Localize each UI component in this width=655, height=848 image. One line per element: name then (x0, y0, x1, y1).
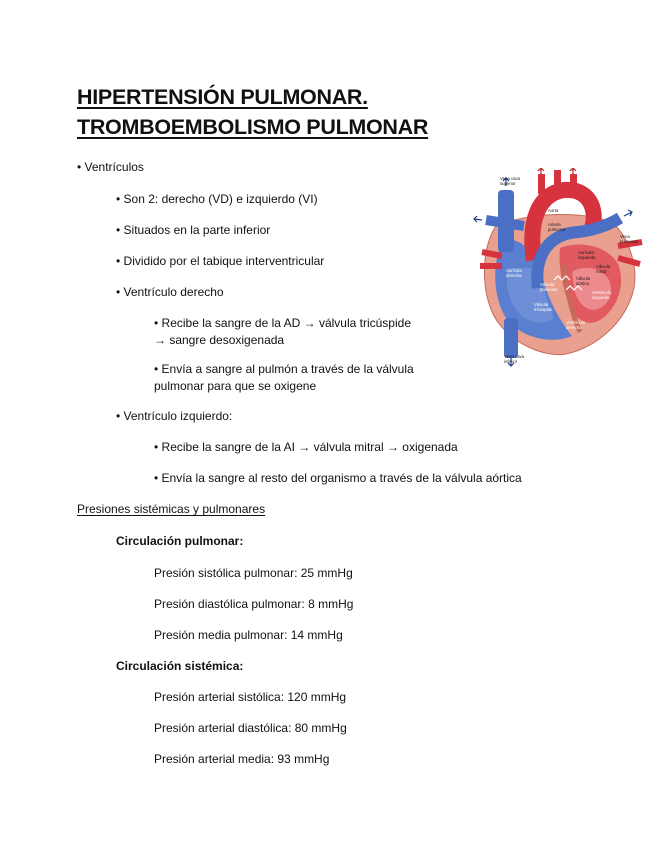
svg-text:mitral: mitral (596, 269, 607, 274)
bullet-vi-recibe: • Recibe la sangre de la AI → válvula mitral → oxigenada (154, 440, 458, 454)
svg-text:pulmonar: pulmonar (540, 287, 558, 292)
presion-arterial-diastolica: Presión arterial diastólica: 80 mmHg (154, 721, 347, 735)
bullet-ventriculo-izquierdo: • Ventrículo izquierdo: (116, 409, 233, 423)
bullet-son-2: • Son 2: derecho (VD) e izquierdo (VI) (116, 192, 318, 206)
presion-arterial-sistolica: Presión arterial sistólica: 120 mmHg (154, 690, 347, 704)
svg-text:Aorta: Aorta (548, 208, 559, 213)
svg-text:Vena: Vena (620, 234, 630, 239)
heading-circulacion-sistemica: Circulación sistémica: (116, 659, 244, 673)
svg-text:Válvula: Válvula (540, 282, 555, 287)
svg-text:Válvula: Válvula (576, 276, 591, 281)
page-title (77, 82, 428, 142)
presion-media-pulmonar: Presión media pulmonar: 14 mmHg (154, 628, 343, 642)
bullet-ventriculos: • Ventrículos (77, 160, 144, 174)
svg-text:pulmonar: pulmonar (548, 227, 566, 232)
title-line-2: TROMBOEMBOLISMO PULMONAR (77, 115, 429, 139)
presion-arterial-media: Presión arterial media: 93 mmHg (154, 752, 330, 766)
heading-circulacion-pulmonar: Circulación pulmonar: (116, 534, 244, 548)
svg-text:izquierdo: izquierdo (592, 295, 610, 300)
inferior-vena-cava (504, 318, 518, 358)
svg-text:Arteria: Arteria (548, 222, 561, 227)
svg-text:izquierda: izquierda (578, 255, 596, 260)
svg-text:pulmonar: pulmonar (620, 239, 638, 244)
svg-text:superior: superior (500, 181, 516, 186)
heart-illustration (468, 168, 644, 368)
presion-sistolica-pulmonar: Presión sistólica pulmonar: 25 mmHg (154, 566, 353, 580)
bullet-vd-recibe: • Recibe la sangre de la AD → válvula tricúspide → sangre desoxigenada (154, 316, 411, 347)
svg-text:derecha: derecha (506, 273, 522, 278)
presion-diastolica-pulmonar: Presión diastólica pulmonar: 8 mmHg (154, 597, 354, 611)
section-heading-presiones: Presiones sistémicas y pulmonares (77, 502, 266, 516)
bullet-vd-envia: • Envía a sangre al pulmón a través de la válvula pulmonar para que se oxigene (154, 362, 414, 393)
svg-text:inferior: inferior (504, 359, 518, 364)
svg-text:Ventrículo: Ventrículo (592, 290, 612, 295)
bullet-dividido: • Dividido por el tabique interventricular (116, 254, 325, 268)
svg-text:Ventrículo: Ventrículo (566, 320, 586, 325)
bullet-ventriculo-derecho: • Ventrículo derecho (116, 285, 224, 299)
svg-text:Vena cava: Vena cava (500, 176, 521, 181)
svg-text:Válvula: Válvula (596, 264, 611, 269)
svg-text:Aurícula: Aurícula (506, 268, 522, 273)
heart-diagram (468, 168, 644, 368)
svg-text:Vena cava: Vena cava (504, 354, 525, 359)
bullet-vi-envia: • Envía la sangre al resto del organismo a través de la válvula aórtica (154, 471, 522, 485)
svg-text:aórtica: aórtica (576, 281, 589, 286)
svg-text:tricúspide: tricúspide (534, 307, 553, 312)
bullet-situados: • Situados en la parte inferior (116, 223, 271, 237)
svg-text:derecho: derecho (566, 325, 582, 330)
svg-text:Válvula: Válvula (534, 302, 549, 307)
title-line-1: HIPERTENSIÓN PULMONAR. (77, 85, 368, 109)
svg-text:Aurícula: Aurícula (578, 250, 594, 255)
